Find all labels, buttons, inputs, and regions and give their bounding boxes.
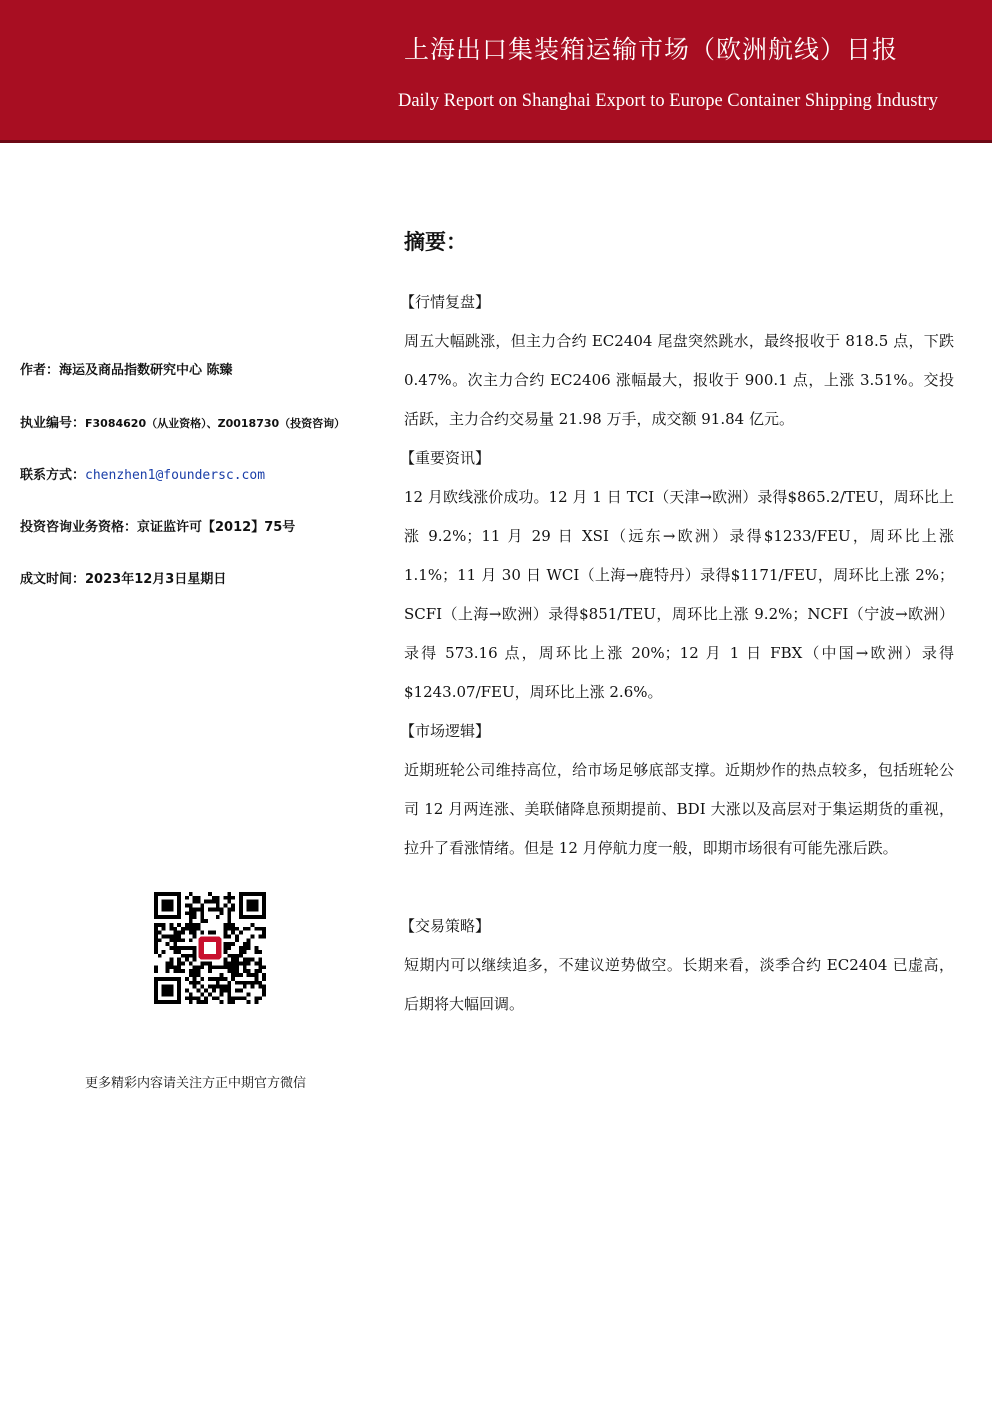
section-body: 短期内可以继续追多，不建议逆势做空。长期来看，淡季合约 EC2404 已虚高，后期将大幅回调。: [404, 956, 954, 1013]
qualification-value: 京证监许可【2012】75号: [137, 520, 296, 535]
report-title-en: Daily Report on Shanghai Export to Europe Container Shipping Industry: [397, 91, 938, 111]
license-value: F3084620（从业资格）、Z0018730（投资咨询）: [85, 417, 346, 430]
section-trading-strategy: [400, 907, 954, 1024]
date-label: 成文时间：: [20, 572, 86, 587]
section-market-logic: [400, 712, 954, 868]
section-market-review: [400, 283, 954, 439]
section-heading: 【行情复盘】: [400, 293, 491, 311]
author-value: 海运及商品指数研究中心 陈臻: [59, 363, 233, 378]
contact-row: [20, 464, 265, 483]
section-body: 近期班轮公司维持高位，给市场足够底部支撑。近期炒作的热点较多，包括班轮公司 12 月两连涨、美联储降息预期提前、BDI 大涨以及高层对于集运期货的重视，拉升了看涨情绪。但是 12 月停航力度一般，即期市场很有可能先涨后跌。: [404, 761, 954, 857]
section-heading: 【重要资讯】: [400, 449, 491, 467]
license-label: 执业编号：: [20, 416, 86, 431]
qr-code-image: [154, 892, 266, 1004]
date-row: [20, 568, 226, 587]
author-label: 作者：: [20, 363, 60, 378]
report-title-cn: 上海出口集装箱运输市场（欧洲航线）日报: [403, 35, 898, 64]
contact-email-link[interactable]: chenzhen1@foundersc.com: [85, 468, 266, 483]
date-value: 2023年12月3日星期日: [85, 572, 227, 587]
section-body: 12 月欧线涨价成功。12 月 1 日 TCI（天津→欧洲）录得$865.2/TEU，周环比上涨 9.2%；11 月 29 日 XSI（远东→欧洲）录得$1233/FEU，周环比上涨 1.1%；11 月 30 日 WCI（上海→鹿特丹）录得$1171/FEU，周环比上涨 2%；SCFI（上海→欧洲）录得$851/TEU，周环比上涨 9.2%；NCFI（宁波→欧洲）录得 573.16 点，周环比上涨 20%；12 月 1 日 FBX（中国→欧洲）录得$1243.07/FEU，周环比上涨 2.6%。: [404, 488, 954, 701]
section-body: 周五大幅跳涨，但主力合约 EC2404 尾盘突然跳水，最终报收于 818.5 点，下跌 0.47%。次主力合约 EC2406 涨幅最大，报收于 900.1 点，上涨 3.51%。交投活跃，主力合约交易量 21.98 万手，成交额 91.84 亿元。: [404, 332, 954, 428]
summary-title: 摘要：: [404, 230, 467, 254]
contact-label: 联系方式：: [20, 468, 86, 483]
header-banner: [0, 0, 992, 143]
qualification-row: [20, 516, 295, 535]
author-row: [20, 359, 233, 378]
section-heading: 【交易策略】: [400, 917, 491, 935]
license-row: [20, 412, 345, 431]
section-key-news: [400, 439, 954, 712]
qualification-label: 投资咨询业务资格：: [20, 520, 138, 535]
section-heading: 【市场逻辑】: [400, 722, 491, 740]
qr-caption: 更多精彩内容请关注方正中期官方微信: [85, 1076, 307, 1091]
